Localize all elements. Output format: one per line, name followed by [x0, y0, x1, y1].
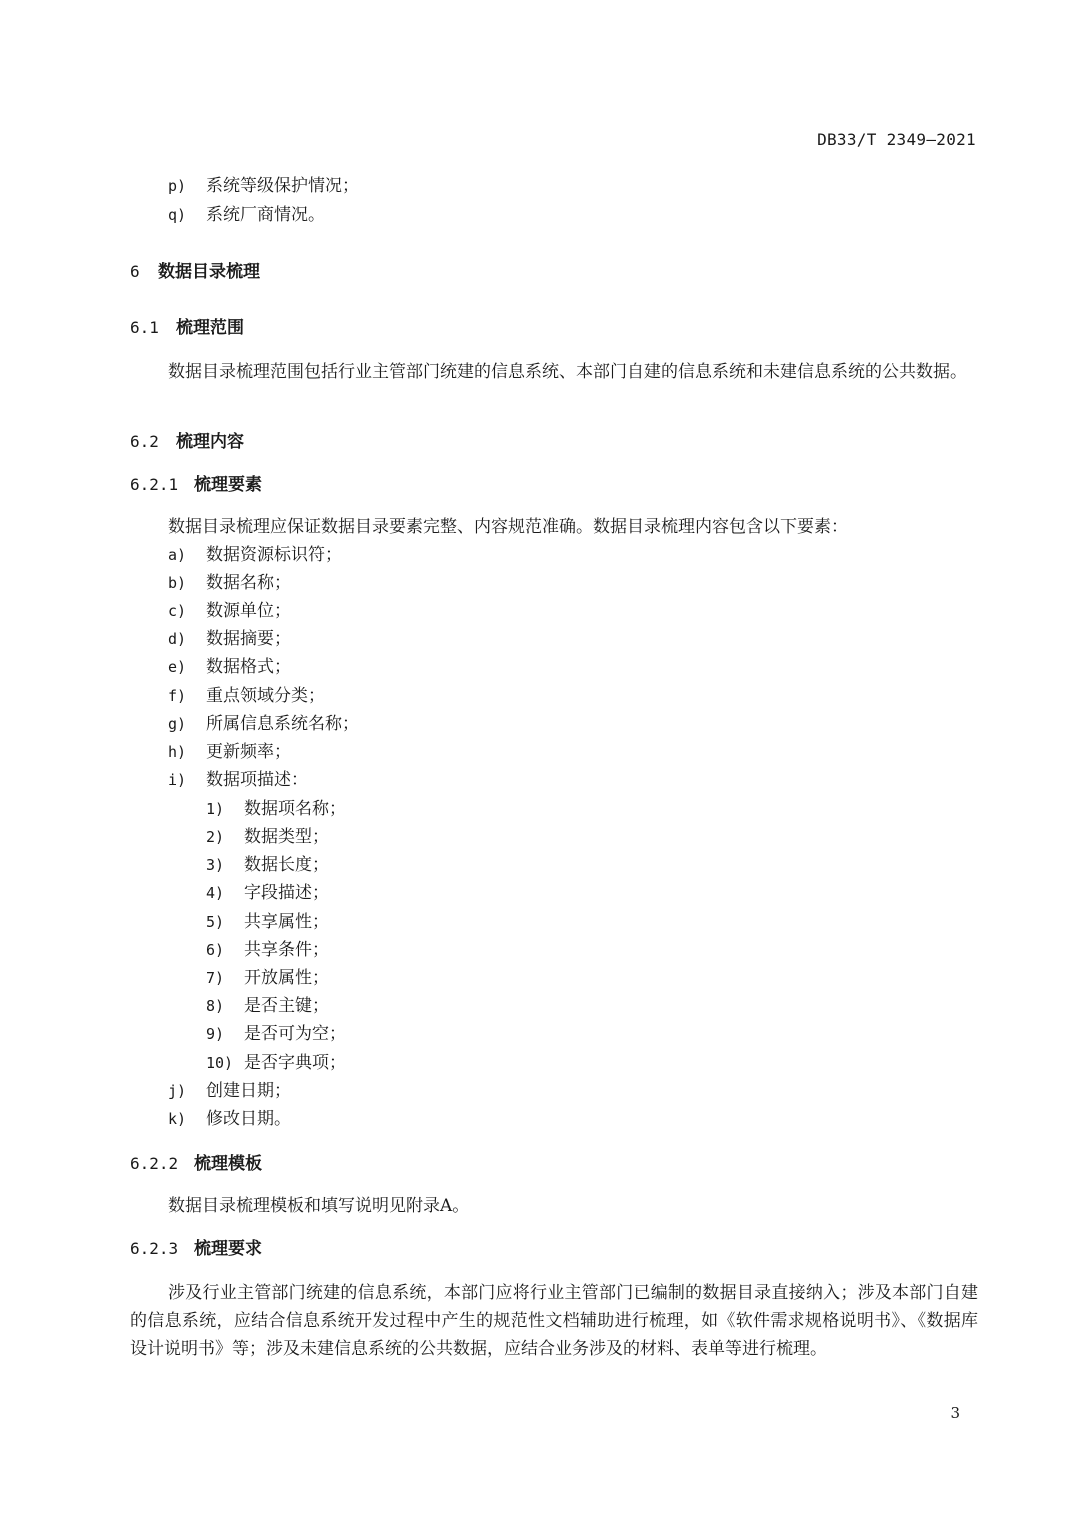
list-item: [168, 1079, 291, 1103]
sub-list-item: [206, 881, 329, 905]
sub-list-item: [206, 853, 329, 877]
section-title: 梳理要求: [194, 1239, 262, 1259]
sub-list-item: [206, 1022, 346, 1046]
page-number: 3: [950, 1404, 960, 1422]
list-text: 重点领域分类；: [206, 686, 325, 706]
list-marker: q): [168, 206, 187, 224]
paragraph-template: 数据目录梳理模板和填写说明见附录A。: [168, 1196, 470, 1216]
section-number: 6: [130, 262, 140, 281]
list-marker: a): [168, 546, 187, 564]
sub-list-marker: 1): [206, 800, 225, 818]
sub-list-marker: 7): [206, 969, 225, 987]
list-item: [168, 571, 291, 595]
section-title: 数据目录梳理: [158, 262, 260, 282]
sub-list-item: [206, 966, 329, 990]
section-number: 6.2.3: [130, 1239, 179, 1258]
sub-list-marker: 4): [206, 884, 225, 902]
sub-list-item: [206, 938, 329, 962]
list-text: 数据摘要；: [206, 629, 291, 649]
paragraph-scope: 数据目录梳理范围包括行业主管部门统建的信息系统、本部门自建的信息系统和未建信息系统的公共数据。: [168, 362, 967, 382]
list-text: 修改日期。: [206, 1109, 291, 1129]
list-text: 数据项描述：: [206, 770, 308, 790]
sub-list-marker: 8): [206, 997, 225, 1015]
sub-list-text: 开放属性；: [244, 968, 329, 988]
list-marker: j): [168, 1082, 187, 1100]
paragraph-requirements: 涉及行业主管部门统建的信息系统，本部门应将行业主管部门已编制的数据目录直接纳入；涉及本部门自建的信息系统，应结合信息系统开发过程中产生的规范性文档辅助进行梳理，如《软件需求规格说明书》、《数据库设计说明书》等；涉及未建信息系统的公共数据，应结合业务涉及的材料、表单等进行梳理。: [130, 1283, 978, 1359]
list-item: [168, 768, 308, 792]
section-number: 6.2.1: [130, 475, 179, 494]
list-text: 数据资源标识符；: [206, 545, 342, 565]
list-marker: p): [168, 177, 187, 195]
section-title: 梳理内容: [176, 432, 244, 452]
list-item: [168, 740, 291, 764]
sub-list-text: 是否可为空；: [244, 1024, 346, 1044]
paragraph-elements-intro: 数据目录梳理应保证数据目录要素完整、内容规范准确。数据目录梳理内容包含以下要素：: [168, 517, 848, 537]
sub-list-text: 数据长度；: [244, 855, 329, 875]
list-marker: g): [168, 715, 187, 733]
list-item: [168, 599, 291, 623]
sub-list-marker: 10): [206, 1054, 234, 1072]
list-item: [168, 655, 291, 679]
list-marker: b): [168, 574, 187, 592]
section-heading-6-2: [130, 430, 244, 454]
list-marker: d): [168, 630, 187, 648]
standard-code: DB33/T 2349—2021: [817, 130, 976, 149]
sub-list-marker: 5): [206, 913, 225, 931]
section-title: 梳理范围: [176, 318, 244, 338]
list-item: [168, 174, 359, 198]
sub-list-item: [206, 797, 346, 821]
sub-list-marker: 3): [206, 856, 225, 874]
list-text: 所属信息系统名称；: [206, 714, 359, 734]
section-heading-6-2-1: [130, 473, 262, 497]
sub-list-text: 共享条件；: [244, 940, 329, 960]
list-marker: h): [168, 743, 187, 761]
section-heading-6-2-2: [130, 1152, 262, 1176]
sub-list-text: 字段描述；: [244, 883, 329, 903]
list-item: [168, 543, 342, 567]
sub-list-text: 数据项名称；: [244, 799, 346, 819]
list-text: 创建日期；: [206, 1081, 291, 1101]
sub-list-item: [206, 910, 329, 934]
section-heading-6: [130, 260, 260, 284]
list-text: 数据名称；: [206, 573, 291, 593]
list-text: 数据格式；: [206, 657, 291, 677]
list-marker: e): [168, 658, 187, 676]
section-number: 6.2: [130, 432, 159, 451]
sub-list-text: 是否字典项；: [244, 1053, 346, 1073]
section-title: 梳理要素: [194, 475, 262, 495]
sub-list-marker: 2): [206, 828, 225, 846]
sub-list-text: 数据类型；: [244, 827, 329, 847]
list-marker: i): [168, 771, 187, 789]
list-item: [168, 203, 325, 227]
section-title: 梳理模板: [194, 1154, 262, 1174]
sub-list-item: [206, 825, 329, 849]
list-text: 数源单位；: [206, 601, 291, 621]
sub-list-marker: 9): [206, 1025, 225, 1043]
list-text: 系统厂商情况。: [206, 205, 325, 225]
sub-list-item: [206, 994, 329, 1018]
list-item: [168, 627, 291, 651]
sub-list-text: 是否主键；: [244, 996, 329, 1016]
list-marker: k): [168, 1110, 187, 1128]
list-item: [168, 684, 325, 708]
section-number: 6.1: [130, 318, 159, 337]
list-text: 系统等级保护情况；: [206, 176, 359, 196]
list-item: [168, 712, 359, 736]
sub-list-item: [206, 1051, 346, 1075]
sub-list-marker: 6): [206, 941, 225, 959]
list-marker: c): [168, 602, 187, 620]
list-text: 更新频率；: [206, 742, 291, 762]
section-heading-6-2-3: [130, 1237, 262, 1261]
section-heading-6-1: [130, 316, 244, 340]
sub-list-text: 共享属性；: [244, 912, 329, 932]
section-number: 6.2.2: [130, 1154, 179, 1173]
list-marker: f): [168, 687, 187, 705]
list-item: [168, 1107, 291, 1131]
